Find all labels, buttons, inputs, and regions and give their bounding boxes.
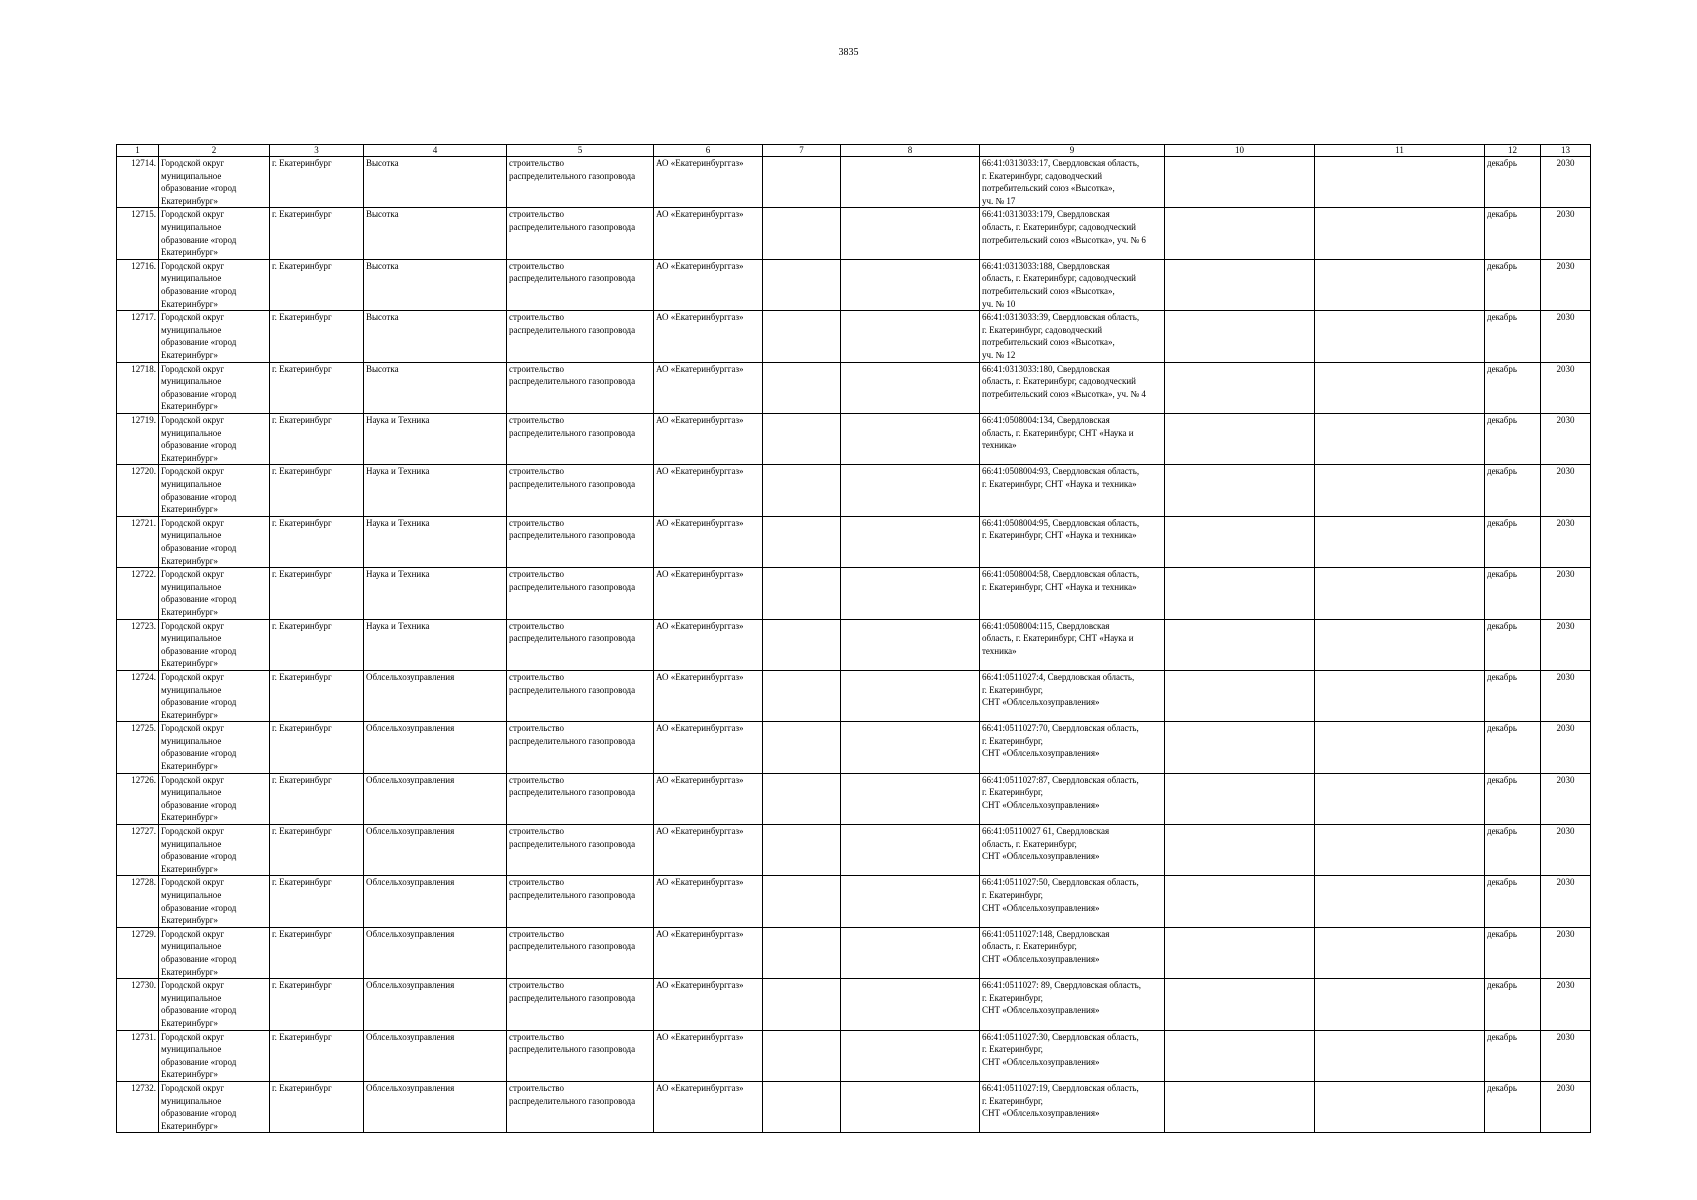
- column-8-cell: [841, 568, 980, 619]
- city-cell: г. Екатеринбург: [270, 773, 364, 824]
- work-type-cell: строительство распределительного газопровода: [507, 311, 654, 362]
- municipality-cell: Городской округ муниципальное образование «город Екатеринбург»: [159, 362, 270, 413]
- work-type-cell: строительство распределительного газопровода: [507, 208, 654, 259]
- column-10-cell: [1165, 825, 1315, 876]
- work-type-cell: строительство распределительного газопровода: [507, 670, 654, 721]
- cadastral-address-cell: 66:41:05110027 61, Свердловская область, г. Екатеринбург, СНТ «Облсельхозуправления»: [980, 825, 1165, 876]
- place-name-cell: Облсельхозуправления: [364, 773, 507, 824]
- column-7-cell: [763, 208, 841, 259]
- year-cell: 2030: [1541, 825, 1591, 876]
- municipality-cell: Городской округ муниципальное образование «город Екатеринбург»: [159, 465, 270, 516]
- work-type-cell: строительство распределительного газопровода: [507, 619, 654, 670]
- column-11-cell: [1315, 311, 1485, 362]
- column-11-cell: [1315, 927, 1485, 978]
- place-name-cell: Облсельхозуправления: [364, 927, 507, 978]
- month-cell: декабрь: [1485, 722, 1541, 773]
- year-cell: 2030: [1541, 876, 1591, 927]
- year-cell: 2030: [1541, 568, 1591, 619]
- column-7-cell: [763, 516, 841, 567]
- year-cell: 2030: [1541, 1030, 1591, 1081]
- column-7-cell: [763, 979, 841, 1030]
- row-number-cell: 12727.: [117, 825, 159, 876]
- column-11-cell: [1315, 979, 1485, 1030]
- cadastral-address-cell: 66:41:0313033:17, Свердловская область, г. Екатеринбург, садоводческий потребительский союз «Высотка», уч. № 17: [980, 157, 1165, 208]
- city-cell: г. Екатеринбург: [270, 362, 364, 413]
- column-8-cell: [841, 876, 980, 927]
- place-name-cell: Наука и Техника: [364, 619, 507, 670]
- work-type-cell: строительство распределительного газопровода: [507, 773, 654, 824]
- column-8-cell: [841, 362, 980, 413]
- row-number-cell: 12721.: [117, 516, 159, 567]
- city-cell: г. Екатеринбург: [270, 157, 364, 208]
- table-row: [117, 568, 1591, 619]
- work-type-cell: строительство распределительного газопровода: [507, 157, 654, 208]
- column-11-cell: [1315, 465, 1485, 516]
- column-header-8: 8: [841, 145, 980, 157]
- column-header-5: 5: [507, 145, 654, 157]
- city-cell: г. Екатеринбург: [270, 619, 364, 670]
- column-11-cell: [1315, 1030, 1485, 1081]
- work-type-cell: строительство распределительного газопровода: [507, 413, 654, 464]
- column-header-10: 10: [1165, 145, 1315, 157]
- work-type-cell: строительство распределительного газопровода: [507, 259, 654, 310]
- row-number-cell: 12725.: [117, 722, 159, 773]
- cadastral-address-cell: 66:41:0511027:4, Свердловская область, г. Екатеринбург, СНТ «Облсельхозуправления»: [980, 670, 1165, 721]
- column-header-1: 1: [117, 145, 159, 157]
- table-row: [117, 1030, 1591, 1081]
- city-cell: г. Екатеринбург: [270, 516, 364, 567]
- header-row: [117, 145, 1591, 157]
- column-8-cell: [841, 1030, 980, 1081]
- municipality-cell: Городской округ муниципальное образование «город Екатеринбург»: [159, 619, 270, 670]
- column-10-cell: [1165, 773, 1315, 824]
- company-cell: АО «Екатеринбурггаз»: [654, 568, 763, 619]
- column-11-cell: [1315, 670, 1485, 721]
- column-8-cell: [841, 927, 980, 978]
- table-row: [117, 670, 1591, 721]
- column-header-4: 4: [364, 145, 507, 157]
- page-number: 3835: [838, 47, 859, 58]
- row-number-cell: 12722.: [117, 568, 159, 619]
- company-cell: АО «Екатеринбурггаз»: [654, 825, 763, 876]
- place-name-cell: Высотка: [364, 157, 507, 208]
- place-name-cell: Облсельхозуправления: [364, 825, 507, 876]
- work-type-cell: строительство распределительного газопровода: [507, 979, 654, 1030]
- municipality-cell: Городской округ муниципальное образование «город Екатеринбург»: [159, 979, 270, 1030]
- cadastral-address-cell: 66:41:0313033:179, Свердловская область, г. Екатеринбург, садоводческий потребительский союз «Высотка», уч. № 6: [980, 208, 1165, 259]
- cadastral-address-cell: 66:41:0511027:50, Свердловская область, г. Екатеринбург, СНТ «Облсельхозуправления»: [980, 876, 1165, 927]
- cadastral-address-cell: 66:41:0508004:95, Свердловская область, г. Екатеринбург, СНТ «Наука и техника»: [980, 516, 1165, 567]
- cadastral-address-cell: 66:41:0508004:58, Свердловская область, г. Екатеринбург, СНТ «Наука и техника»: [980, 568, 1165, 619]
- cadastral-address-cell: 66:41:0313033:180, Свердловская область, г. Екатеринбург, садоводческий потребительский союз «Высотка», уч. № 4: [980, 362, 1165, 413]
- column-8-cell: [841, 208, 980, 259]
- company-cell: АО «Екатеринбурггаз»: [654, 208, 763, 259]
- city-cell: г. Екатеринбург: [270, 413, 364, 464]
- year-cell: 2030: [1541, 979, 1591, 1030]
- municipality-cell: Городской округ муниципальное образование «город Екатеринбург»: [159, 1082, 270, 1133]
- table-row: [117, 311, 1591, 362]
- municipality-cell: Городской округ муниципальное образование «город Екатеринбург»: [159, 568, 270, 619]
- row-number-cell: 12719.: [117, 413, 159, 464]
- column-11-cell: [1315, 362, 1485, 413]
- table-row: [117, 619, 1591, 670]
- city-cell: г. Екатеринбург: [270, 311, 364, 362]
- cadastral-address-cell: 66:41:0508004:93, Свердловская область, г. Екатеринбург, СНТ «Наука и техника»: [980, 465, 1165, 516]
- year-cell: 2030: [1541, 773, 1591, 824]
- column-10-cell: [1165, 311, 1315, 362]
- city-cell: г. Екатеринбург: [270, 465, 364, 516]
- column-7-cell: [763, 259, 841, 310]
- column-7-cell: [763, 362, 841, 413]
- table-row: [117, 516, 1591, 567]
- month-cell: декабрь: [1485, 1030, 1541, 1081]
- row-number-cell: 12726.: [117, 773, 159, 824]
- municipality-cell: Городской округ муниципальное образование «город Екатеринбург»: [159, 1030, 270, 1081]
- municipality-cell: Городской округ муниципальное образование «город Екатеринбург»: [159, 773, 270, 824]
- column-8-cell: [841, 722, 980, 773]
- month-cell: декабрь: [1485, 825, 1541, 876]
- column-7-cell: [763, 1030, 841, 1081]
- company-cell: АО «Екатеринбурггаз»: [654, 619, 763, 670]
- year-cell: 2030: [1541, 413, 1591, 464]
- company-cell: АО «Екатеринбурггаз»: [654, 516, 763, 567]
- cadastral-address-cell: 66:41:0511027:70, Свердловская область, г. Екатеринбург, СНТ «Облсельхозуправления»: [980, 722, 1165, 773]
- year-cell: 2030: [1541, 927, 1591, 978]
- row-number-cell: 12720.: [117, 465, 159, 516]
- place-name-cell: Облсельхозуправления: [364, 670, 507, 721]
- year-cell: 2030: [1541, 619, 1591, 670]
- column-header-6: 6: [654, 145, 763, 157]
- month-cell: декабрь: [1485, 876, 1541, 927]
- row-number-cell: 12732.: [117, 1082, 159, 1133]
- column-7-cell: [763, 722, 841, 773]
- company-cell: АО «Екатеринбурггаз»: [654, 465, 763, 516]
- table-body: [117, 157, 1591, 1133]
- municipality-cell: Городской округ муниципальное образование «город Екатеринбург»: [159, 413, 270, 464]
- column-10-cell: [1165, 876, 1315, 927]
- month-cell: декабрь: [1485, 979, 1541, 1030]
- column-10-cell: [1165, 927, 1315, 978]
- table-row: [117, 157, 1591, 208]
- table-row: [117, 927, 1591, 978]
- company-cell: АО «Екатеринбурггаз»: [654, 927, 763, 978]
- column-8-cell: [841, 979, 980, 1030]
- column-8-cell: [841, 465, 980, 516]
- work-type-cell: строительство распределительного газопровода: [507, 722, 654, 773]
- column-11-cell: [1315, 1082, 1485, 1133]
- municipality-cell: Городской округ муниципальное образование «город Екатеринбург»: [159, 208, 270, 259]
- column-7-cell: [763, 773, 841, 824]
- column-header-12: 12: [1485, 145, 1541, 157]
- column-10-cell: [1165, 208, 1315, 259]
- column-10-cell: [1165, 670, 1315, 721]
- column-11-cell: [1315, 413, 1485, 464]
- table-row: [117, 722, 1591, 773]
- month-cell: декабрь: [1485, 619, 1541, 670]
- month-cell: декабрь: [1485, 927, 1541, 978]
- column-header-9: 9: [980, 145, 1165, 157]
- column-10-cell: [1165, 157, 1315, 208]
- month-cell: декабрь: [1485, 157, 1541, 208]
- year-cell: 2030: [1541, 259, 1591, 310]
- row-number-cell: 12724.: [117, 670, 159, 721]
- company-cell: АО «Екатеринбурггаз»: [654, 311, 763, 362]
- column-10-cell: [1165, 465, 1315, 516]
- cadastral-address-cell: 66:41:0511027: 89, Свердловская область, г. Екатеринбург, СНТ «Облсельхозуправления»: [980, 979, 1165, 1030]
- column-10-cell: [1165, 413, 1315, 464]
- cadastral-address-cell: 66:41:0313033:39, Свердловская область, г. Екатеринбург, садоводческий потребительский союз «Высотка», уч. № 12: [980, 311, 1165, 362]
- column-7-cell: [763, 311, 841, 362]
- cadastral-address-cell: 66:41:0511027:19, Свердловская область, г. Екатеринбург, СНТ «Облсельхозуправления»: [980, 1082, 1165, 1133]
- column-8-cell: [841, 259, 980, 310]
- column-11-cell: [1315, 157, 1485, 208]
- work-type-cell: строительство распределительного газопровода: [507, 927, 654, 978]
- table-row: [117, 1082, 1591, 1133]
- city-cell: г. Екатеринбург: [270, 979, 364, 1030]
- table-row: [117, 825, 1591, 876]
- place-name-cell: Облсельхозуправления: [364, 979, 507, 1030]
- column-7-cell: [763, 465, 841, 516]
- municipality-cell: Городской округ муниципальное образование «город Екатеринбург»: [159, 722, 270, 773]
- column-10-cell: [1165, 1030, 1315, 1081]
- city-cell: г. Екатеринбург: [270, 670, 364, 721]
- month-cell: декабрь: [1485, 362, 1541, 413]
- month-cell: декабрь: [1485, 465, 1541, 516]
- row-number-cell: 12730.: [117, 979, 159, 1030]
- column-7-cell: [763, 413, 841, 464]
- work-type-cell: строительство распределительного газопровода: [507, 876, 654, 927]
- column-11-cell: [1315, 259, 1485, 310]
- municipality-cell: Городской округ муниципальное образование «город Екатеринбург»: [159, 927, 270, 978]
- city-cell: г. Екатеринбург: [270, 876, 364, 927]
- month-cell: декабрь: [1485, 568, 1541, 619]
- column-7-cell: [763, 927, 841, 978]
- row-number-cell: 12717.: [117, 311, 159, 362]
- year-cell: 2030: [1541, 362, 1591, 413]
- column-11-cell: [1315, 568, 1485, 619]
- year-cell: 2030: [1541, 157, 1591, 208]
- table-row: [117, 465, 1591, 516]
- company-cell: АО «Екатеринбурггаз»: [654, 362, 763, 413]
- place-name-cell: Облсельхозуправления: [364, 1082, 507, 1133]
- municipality-cell: Городской округ муниципальное образование «город Екатеринбург»: [159, 157, 270, 208]
- work-type-cell: строительство распределительного газопровода: [507, 825, 654, 876]
- municipality-cell: Городской округ муниципальное образование «город Екатеринбург»: [159, 259, 270, 310]
- company-cell: АО «Екатеринбурггаз»: [654, 670, 763, 721]
- column-11-cell: [1315, 876, 1485, 927]
- work-type-cell: строительство распределительного газопровода: [507, 1030, 654, 1081]
- company-cell: АО «Екатеринбурггаз»: [654, 979, 763, 1030]
- cadastral-address-cell: 66:41:0508004:134, Свердловская область, г. Екатеринбург, СНТ «Наука и техника»: [980, 413, 1165, 464]
- row-number-cell: 12729.: [117, 927, 159, 978]
- city-cell: г. Екатеринбург: [270, 722, 364, 773]
- year-cell: 2030: [1541, 516, 1591, 567]
- row-number-cell: 12731.: [117, 1030, 159, 1081]
- company-cell: АО «Екатеринбурггаз»: [654, 1082, 763, 1133]
- row-number-cell: 12718.: [117, 362, 159, 413]
- year-cell: 2030: [1541, 208, 1591, 259]
- table-row: [117, 362, 1591, 413]
- city-cell: г. Екатеринбург: [270, 568, 364, 619]
- work-type-cell: строительство распределительного газопровода: [507, 568, 654, 619]
- company-cell: АО «Екатеринбурггаз»: [654, 157, 763, 208]
- column-11-cell: [1315, 516, 1485, 567]
- cadastral-address-cell: 66:41:0511027:30, Свердловская область, г. Екатеринбург, СНТ «Облсельхозуправления»: [980, 1030, 1165, 1081]
- municipality-cell: Городской округ муниципальное образование «город Екатеринбург»: [159, 670, 270, 721]
- column-7-cell: [763, 619, 841, 670]
- column-8-cell: [841, 670, 980, 721]
- column-header-2: 2: [159, 145, 270, 157]
- year-cell: 2030: [1541, 465, 1591, 516]
- place-name-cell: Высотка: [364, 311, 507, 362]
- month-cell: декабрь: [1485, 311, 1541, 362]
- column-11-cell: [1315, 619, 1485, 670]
- row-number-cell: 12715.: [117, 208, 159, 259]
- column-8-cell: [841, 516, 980, 567]
- cadastral-address-cell: 66:41:0511027:148, Свердловская область, г. Екатеринбург, СНТ «Облсельхозуправления»: [980, 927, 1165, 978]
- column-10-cell: [1165, 722, 1315, 773]
- column-10-cell: [1165, 568, 1315, 619]
- column-8-cell: [841, 413, 980, 464]
- cadastral-address-cell: 66:41:0508004:115, Свердловская область, г. Екатеринбург, СНТ «Наука и техника»: [980, 619, 1165, 670]
- table-row: [117, 773, 1591, 824]
- column-7-cell: [763, 876, 841, 927]
- column-7-cell: [763, 568, 841, 619]
- municipality-cell: Городской округ муниципальное образование «город Екатеринбург»: [159, 311, 270, 362]
- column-8-cell: [841, 825, 980, 876]
- municipality-cell: Городской округ муниципальное образование «город Екатеринбург»: [159, 516, 270, 567]
- place-name-cell: Облсельхозуправления: [364, 876, 507, 927]
- work-type-cell: строительство распределительного газопровода: [507, 1082, 654, 1133]
- place-name-cell: Облсельхозуправления: [364, 1030, 507, 1081]
- company-cell: АО «Екатеринбурггаз»: [654, 722, 763, 773]
- column-8-cell: [841, 311, 980, 362]
- data-table: [116, 144, 1591, 1133]
- column-10-cell: [1165, 1082, 1315, 1133]
- column-8-cell: [841, 157, 980, 208]
- row-number-cell: 12728.: [117, 876, 159, 927]
- column-7-cell: [763, 670, 841, 721]
- row-number-cell: 12723.: [117, 619, 159, 670]
- municipality-cell: Городской округ муниципальное образование «город Екатеринбург»: [159, 825, 270, 876]
- column-header-3: 3: [270, 145, 364, 157]
- column-header-7: 7: [763, 145, 841, 157]
- column-7-cell: [763, 1082, 841, 1133]
- city-cell: г. Екатеринбург: [270, 208, 364, 259]
- month-cell: декабрь: [1485, 208, 1541, 259]
- month-cell: декабрь: [1485, 773, 1541, 824]
- column-8-cell: [841, 619, 980, 670]
- table-header: [117, 145, 1591, 157]
- column-10-cell: [1165, 362, 1315, 413]
- column-7-cell: [763, 157, 841, 208]
- place-name-cell: Высотка: [364, 208, 507, 259]
- company-cell: АО «Екатеринбурггаз»: [654, 876, 763, 927]
- month-cell: декабрь: [1485, 413, 1541, 464]
- year-cell: 2030: [1541, 311, 1591, 362]
- column-10-cell: [1165, 516, 1315, 567]
- place-name-cell: Высотка: [364, 362, 507, 413]
- column-10-cell: [1165, 619, 1315, 670]
- place-name-cell: Наука и Техника: [364, 465, 507, 516]
- column-8-cell: [841, 1082, 980, 1133]
- municipality-cell: Городской округ муниципальное образование «город Екатеринбург»: [159, 876, 270, 927]
- month-cell: декабрь: [1485, 670, 1541, 721]
- year-cell: 2030: [1541, 722, 1591, 773]
- row-number-cell: 12716.: [117, 259, 159, 310]
- city-cell: г. Екатеринбург: [270, 825, 364, 876]
- column-header-11: 11: [1315, 145, 1485, 157]
- city-cell: г. Екатеринбург: [270, 1030, 364, 1081]
- column-11-cell: [1315, 722, 1485, 773]
- company-cell: АО «Екатеринбурггаз»: [654, 773, 763, 824]
- place-name-cell: Высотка: [364, 259, 507, 310]
- cadastral-address-cell: 66:41:0511027:87, Свердловская область, г. Екатеринбург, СНТ «Облсельхозуправления»: [980, 773, 1165, 824]
- work-type-cell: строительство распределительного газопровода: [507, 465, 654, 516]
- work-type-cell: строительство распределительного газопровода: [507, 362, 654, 413]
- place-name-cell: Наука и Техника: [364, 413, 507, 464]
- column-8-cell: [841, 773, 980, 824]
- city-cell: г. Екатеринбург: [270, 927, 364, 978]
- month-cell: декабрь: [1485, 259, 1541, 310]
- place-name-cell: Наука и Техника: [364, 568, 507, 619]
- table-row: [117, 259, 1591, 310]
- company-cell: АО «Екатеринбурггаз»: [654, 259, 763, 310]
- table-row: [117, 876, 1591, 927]
- company-cell: АО «Екатеринбурггаз»: [654, 1030, 763, 1081]
- place-name-cell: Наука и Техника: [364, 516, 507, 567]
- column-7-cell: [763, 825, 841, 876]
- column-header-13: 13: [1541, 145, 1591, 157]
- column-11-cell: [1315, 208, 1485, 259]
- month-cell: декабрь: [1485, 1082, 1541, 1133]
- cadastral-address-cell: 66:41:0313033:188, Свердловская область, г. Екатеринбург, садоводческий потребительский союз «Высотка», уч. № 10: [980, 259, 1165, 310]
- table-row: [117, 979, 1591, 1030]
- column-10-cell: [1165, 259, 1315, 310]
- place-name-cell: Облсельхозуправления: [364, 722, 507, 773]
- work-type-cell: строительство распределительного газопровода: [507, 516, 654, 567]
- column-10-cell: [1165, 979, 1315, 1030]
- column-11-cell: [1315, 825, 1485, 876]
- column-11-cell: [1315, 773, 1485, 824]
- year-cell: 2030: [1541, 670, 1591, 721]
- year-cell: 2030: [1541, 1082, 1591, 1133]
- month-cell: декабрь: [1485, 516, 1541, 567]
- city-cell: г. Екатеринбург: [270, 259, 364, 310]
- city-cell: г. Екатеринбург: [270, 1082, 364, 1133]
- table-row: [117, 413, 1591, 464]
- company-cell: АО «Екатеринбурггаз»: [654, 413, 763, 464]
- row-number-cell: 12714.: [117, 157, 159, 208]
- table-row: [117, 208, 1591, 259]
